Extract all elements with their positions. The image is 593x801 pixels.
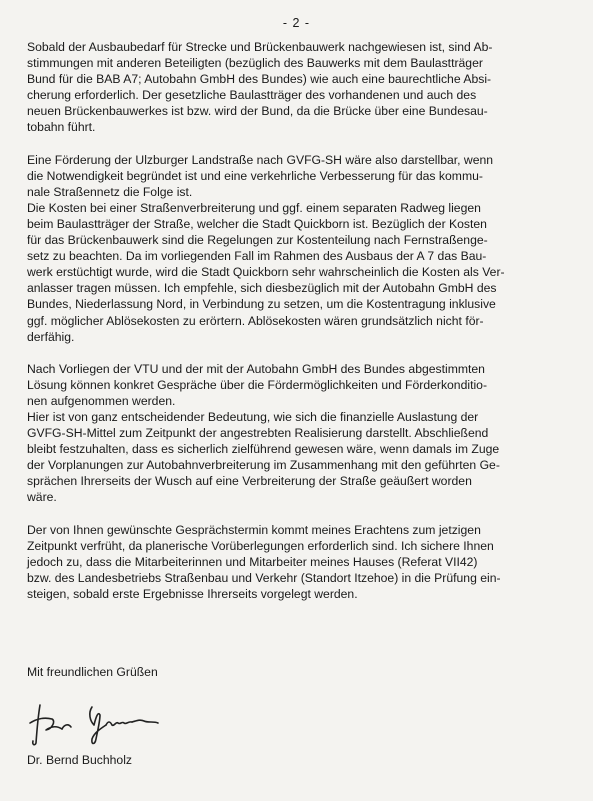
text-line: wäre. (27, 490, 57, 505)
text-line: stimmungen mit anderen Beteiligten (bezüglich des Bauwerks mit dem Baulastträger (27, 56, 483, 71)
text-line: Der von Ihnen gewünschte Gesprächstermin kommt meines Erachtens zum jetzigen (27, 522, 481, 537)
text-line: bzw. des Landesbetriebs Straßenbau und Verkehr (Standort Itzehoe) in die Prüfung ein- (27, 570, 501, 585)
paragraph-3 (27, 361, 579, 506)
text-line: anlasser tragen müssen. Ich empfehle, sich diesbezüglich mit der Autobahn GmbH des (27, 281, 497, 296)
text-line: Eine Förderung der Ulzburger Landstraße nach GVFG-SH wäre also darstellbar, wenn (27, 152, 494, 167)
text-line: Hier ist von ganz entscheidender Bedeutung, wie sich die finanzielle Auslastung der (27, 409, 479, 424)
text-line: derfähig. (27, 329, 75, 344)
text-line: Sobald der Ausbaubedarf für Strecke und Brückenbauwerk nachgewiesen ist, sind Ab- (27, 40, 493, 54)
text-line: bleibt festzuhalten, dass es sicherlich zielführend gewesen wäre, wenn damals im Zuge (27, 442, 500, 457)
text-line: GVFG-SH-Mittel zum Zeitpunkt der angestrebten Realisierung darstellt. Abschließend (27, 426, 489, 441)
text-line: ggf. möglicher Ablösekosten zu erörtern. Ablösekosten wären grundsätzlich nicht för- (27, 313, 484, 328)
text-line: nale Straßennetz die Folge ist. (27, 184, 193, 199)
text-line: beim Baulastträger der Straße, welcher die Stadt Quickborn ist. Bezüglich der Kosten (27, 216, 487, 231)
text-line: werk erstüchtigt wurde, wird die Stadt Quickborn sehr wahrscheinlich die Kosten als Ver- (27, 265, 505, 280)
text-line: jedoch zu, dass die Mitarbeiterinnen und Mitarbeiter meines Hauses (Referat VII42) (27, 554, 478, 569)
text-line: für das Brückenbauwerk sind die Regelungen zur Kostenteilung nach Fernstraßenge- (27, 233, 488, 248)
text-line: nen aufgenommen werden. (27, 393, 176, 408)
paragraph-1 (27, 39, 579, 136)
paragraph-4 (27, 522, 579, 602)
text-line: setz zu beachten. Da im vorliegenden Fall im Rahmen des Ausbaus der A 7 das Bau- (27, 249, 487, 264)
text-line: neuen Brückenbauwerkes ist bzw. wird der Bund, da die Brücke über eine Bundesau- (27, 104, 488, 119)
text-line: cherung erforderlich. Der gesetzliche Baulastträger des vorhandenen und auch des (27, 88, 477, 103)
signer-name: Dr. Bernd Buchholz (27, 753, 133, 767)
text-line: Die Kosten bei einer Straßenverbreiterung und ggf. einem separaten Radweg liegen (27, 200, 481, 215)
text-line: der Vorplanungen zur Autobahnverbreiterung im Zusammenhang mit den geführten Ge- (27, 458, 500, 473)
text-line: Bundes, Niederlassung Nord, in Verbindung zu setzen, um die Kostentragung inklusive (27, 297, 496, 312)
paragraph-2 (27, 152, 579, 345)
text-line: die Notwendigkeit begründet ist und eine verkehrliche Verbesserung für das kommu- (27, 168, 483, 183)
page-number: - 2 - (282, 16, 311, 30)
closing-greeting: Mit freundlichen Grüßen (27, 665, 158, 679)
letter-body (27, 39, 579, 602)
text-line: Lösung können konkret Gespräche über die Fördermöglichkeiten und Förderkonditio- (27, 377, 488, 392)
text-line: sprächen Ihrerseits der Wusch auf eine Verbreiterung der Straße geäußert worden (27, 474, 472, 489)
text-line: Nach Vorliegen der VTU und der mit der Autobahn GmbH des Bundes abgestimmten (27, 361, 485, 376)
handwritten-signature (28, 699, 178, 749)
text-line: Zeitpunkt verfrüht, da planerische Vorüberlegungen erforderlich sind. Ich sichere Ihnen (27, 538, 494, 553)
text-line: Bund für die BAB A7; Autobahn GmbH des Bundes) wie auch eine baurechtliche Absi- (27, 72, 492, 87)
text-line: tobahn führt. (27, 120, 96, 135)
text-line: steigen, sobald erste Ergebnisse Ihrerseits vorgelegt werden. (27, 586, 358, 601)
